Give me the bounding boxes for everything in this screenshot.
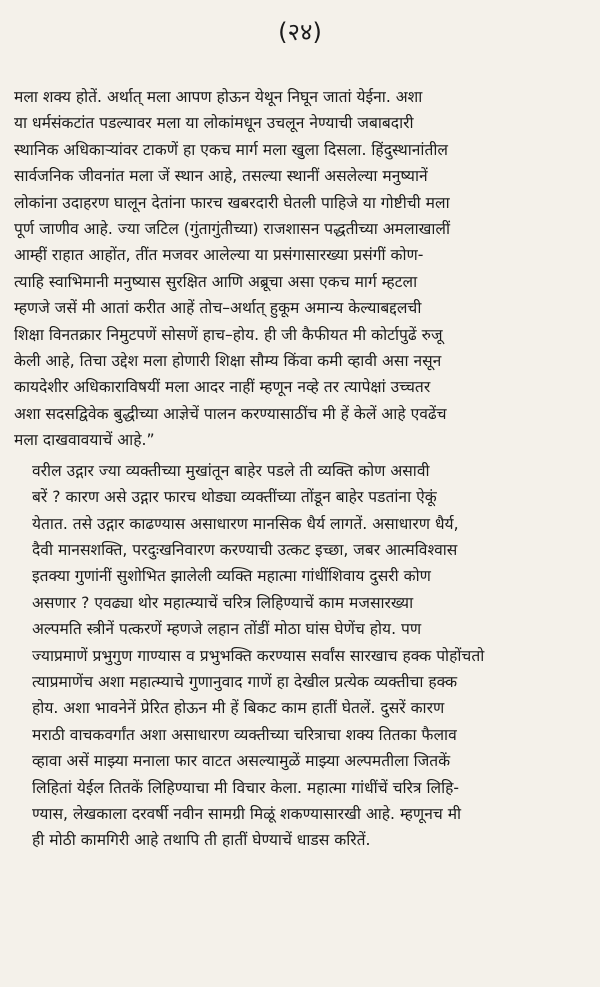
text-line: या धर्मसंकटांत पडल्यावर मला या लोकांमधून उचलून नेण्याची जबाबदारी [14, 114, 414, 133]
text-line: लिहितां येईल तितकें लिहिण्याचा मी विचार केला. महात्मा गांधींचें चरित्र लिहि- [32, 778, 460, 797]
text-line: स्थानिक अधिकाऱ्यांवर टाकणें हा एकच मार्ग मला खुला दिसला. हिंदुस्थानांतील [14, 140, 448, 159]
text-line: इतक्या गुणांनीं सुशोभित झालेली व्यक्ति महात्मा गांधींशिवाय दुसरी कोण [32, 567, 431, 586]
text-line: म्हणजे जसें मी आतां करीत आहें तोच–अर्थात् हुकूम अमान्य केल्याबद्दलची [14, 299, 422, 318]
text-line: शिक्षा विनतक्रार निमुटपणें सोसणें हाच–होय. ही जी कैफीयत मी कोर्टापुढें रुजू [14, 325, 443, 344]
text-line: सार्वजनिक जीवनांत मला जें स्थान आहे, तसल्या स्थानीं असलेल्या मनुष्यानें [14, 167, 428, 186]
text-line: त्याप्रमाणेंच अशा महात्म्याचे गुणानुवाद गाणें हा देखील प्रत्येक व्यक्तीचा हक्क [32, 672, 458, 691]
text-line: असणार ? एवढ्या थोर महात्म्याचें चरित्र लिहिण्याचें काम मजसारख्या [32, 593, 414, 612]
text-line: बरें ? कारण असे उद्गार फारच थोड्या व्यक्तींच्या तोंडून बाहेर पडतांना ऐकूं [32, 488, 437, 507]
text-line: वरील उद्गार ज्या व्यक्तीच्या मुखांतून बाहेर पडले ती व्यक्ति कोण असावी [32, 461, 430, 480]
text-line: दैवी मानसशक्ति, परदुःखनिवारण करण्याची उत्कट इच्छा, जबर आत्मविश्वास [32, 540, 458, 559]
page-number: (२४) [278, 18, 322, 46]
text-line: ण्यास, लेखकाला दरवर्षी नवीन सामग्री मिळूं शकण्यासारखी आहे. म्हणूनच मी [32, 804, 462, 823]
text-line: पूर्ण जाणीव आहे. ज्या जटिल (गुंतागुंतीच्या) राजशासन पद्धतीच्या अमलाखालीं [14, 220, 451, 239]
text-line: अल्पमति स्त्रीनें पत्करणें म्हणजे लहान तोंडीं मोठा घांस घेणेंच होय. पण [32, 620, 422, 639]
text-line: होय. अशा भावनेनें प्रेरित होऊन मी हें बिकट काम हातीं घेतलें. दुसरें कारण [32, 699, 445, 718]
text-line: मला शक्य होतें. अर्थात् मला आपण होऊन येथून निघून जातां येईना. अशा [14, 88, 423, 106]
text-line: अशा सदसद्विवेक बुद्धीच्या आज्ञेचें पालन करण्यासाठींच मी हें केलें आहे एवढेंच [14, 404, 447, 423]
paragraph [14, 84, 586, 454]
paragraph [14, 458, 586, 854]
body-text [14, 84, 586, 854]
text-line: ही मोठी कामगिरी आहे तथापि ती हातीं घेण्याचें धाडस करितें. [32, 831, 371, 850]
text-line: केली आहे, तिचा उद्देश मला होणारी शिक्षा सौम्य किंवा कमी व्हावी असा नसून [14, 352, 442, 371]
text-line: मराठी वाचकवर्गांत अशा असाधारण व्यक्तीच्या चरित्राचा शक्य तितका फैलाव [32, 725, 457, 744]
text-line: लोकांना उदाहरण घालून देतांना फारच खबरदारी घेतली पाहिजे या गोष्टीची मला [14, 193, 450, 212]
text-line: त्याहि स्वाभिमानी मनुष्यास सुरक्षित आणि अब्रूचा असा एकच मार्ग म्हटला [14, 272, 418, 291]
text-line: मला दाखवावयाचें आहे.” [14, 431, 155, 450]
text-line: कायदेशीर अधिकाराविषयीं मला आदर नाहीं म्हणून नव्हे तर त्यापेक्षां उच्चतर [14, 378, 431, 397]
text-line: ज्याप्रमाणें प्रभुगुण गाण्यास व प्रभुभक्ति करण्यास सर्वांस सारखाच हक्क पोहोंचतो [32, 646, 485, 665]
text-line: व्हावा असें माझ्या मनाला फार वाटत असल्यामुळें माझ्या अल्पमतीला जितकें [32, 752, 451, 771]
text-line: येतात. तसे उद्गार काढण्यास असाधारण मानसिक धैर्य लागतें. असाधारण धैर्य, [32, 514, 459, 533]
text-line: आम्हीं राहात आहोंत, तींत मजवर आलेल्या या प्रसंगासारख्या प्रसंगीं कोण- [14, 246, 424, 265]
